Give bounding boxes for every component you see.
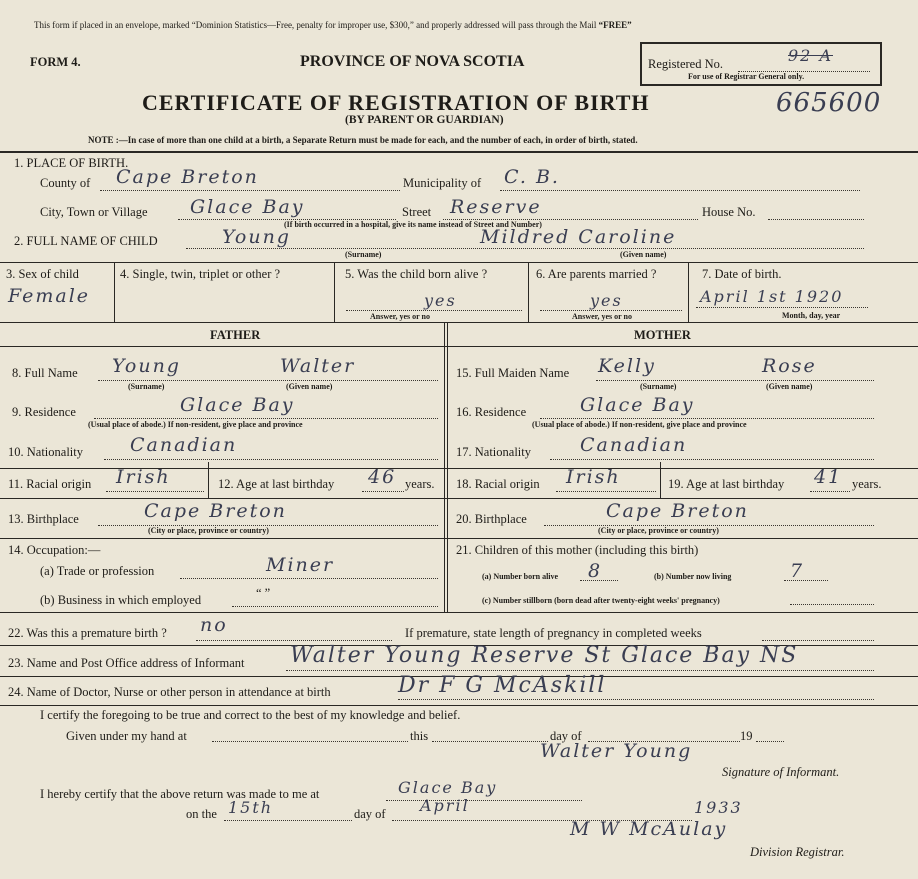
child-surname-caption: (Surname) [345, 250, 382, 259]
premature-value: no [200, 614, 228, 636]
municipality-label: Municipality of [403, 176, 482, 190]
municipality-value: C. B. [504, 166, 560, 188]
father-birthplace-label: 13. Birthplace [8, 512, 79, 526]
date-label: 7. Date of birth. [702, 267, 782, 281]
subtitle: (BY PARENT OR GUARDIAN) [345, 114, 504, 126]
this-label: this [410, 729, 429, 743]
stillborn-label: (c) Number stillborn (born dead after twenty-eight weeks' pregnancy) [482, 596, 720, 605]
mother-residence-label: 16. Residence [456, 405, 527, 419]
province-heading: PROVINCE OF NOVA SCOTIA [300, 53, 525, 70]
living-label: (b) Number now living [654, 572, 732, 581]
informant-signature-caption: Signature of Informant. [722, 765, 840, 779]
registrar-day-of-label: day of [354, 807, 386, 821]
married-label: 6. Are parents married ? [536, 267, 657, 281]
day-of-label: day of [550, 729, 582, 743]
sex-label: 3. Sex of child [6, 267, 79, 281]
father-nationality-value: Canadian [130, 434, 238, 456]
registered-value: 92 A [788, 46, 833, 65]
mother-name-label: 15. Full Maiden Name [456, 366, 570, 380]
father-age-years: years. [405, 477, 435, 491]
father-name-label: 8. Full Name [12, 366, 78, 380]
mother-surname-value: Kelly [598, 355, 656, 377]
father-racial-label: 11. Racial origin [8, 477, 92, 491]
mother-nationality-value: Canadian [580, 434, 688, 456]
trade-value: Miner [266, 554, 335, 576]
county-label: County of [40, 176, 91, 190]
married-caption: Answer, yes or no [572, 312, 633, 321]
mother-nationality-label: 17. Nationality [456, 445, 531, 459]
father-heading: FATHER [210, 328, 261, 342]
informant-signature: Walter Young [540, 740, 693, 762]
page-title: CERTIFICATE OF REGISTRATION OF BIRTH [142, 90, 650, 115]
house-label: House No. [702, 205, 756, 219]
year-prefix: 19 [740, 729, 753, 743]
alive-caption: Answer, yes or no [370, 312, 431, 321]
father-surname-caption: (Surname) [128, 382, 165, 391]
mother-age-value: 41 [814, 466, 843, 488]
note: NOTE :—In case of more than one child at a birth, a Separate Return must be made for each, and the number of each, in order of birth, stated. [88, 135, 638, 145]
premature-length-label: If premature, state length of pregnancy in completed weeks [405, 626, 702, 640]
father-surname-value: Young [112, 355, 181, 377]
mother-surname-caption: (Surname) [640, 382, 677, 391]
born-alive-label: (a) Number born alive [482, 572, 559, 581]
county-value: Cape Breton [116, 166, 259, 188]
father-given-value: Walter [280, 355, 356, 377]
on-the-label: on the [186, 807, 217, 821]
father-residence-caption: (Usual place of abode.) If non-resident, give place and province [88, 420, 303, 429]
father-birthplace-caption: (City or place, province or country) [148, 526, 269, 535]
mother-racial-label: 18. Racial origin [456, 477, 540, 491]
doctor-label: 24. Name of Doctor, Nurse or other person in attendance at birth [8, 685, 331, 699]
street-label: Street [402, 205, 432, 219]
street-value: Reserve [450, 196, 542, 218]
registrar-place-value: Glace Bay [398, 778, 498, 797]
mother-racial-value: Irish [566, 466, 621, 488]
mother-residence-value: Glace Bay [580, 394, 695, 416]
city-value: Glace Bay [190, 196, 305, 218]
business-value: “ ” [256, 586, 271, 600]
mother-birthplace-label: 20. Birthplace [456, 512, 527, 526]
married-value: yes [590, 291, 623, 310]
date-value: April 1st 1920 [700, 287, 844, 306]
given-at-label: Given under my hand at [66, 729, 187, 743]
informant-value: Walter Young Reserve St Glace Bay NS [290, 643, 799, 668]
free-label: “FREE” [598, 20, 632, 30]
hospital-note: (If birth occurred in a hospital, give its name instead of Street and Number) [284, 220, 542, 229]
registrar-signature-caption: Division Registrar. [750, 845, 845, 859]
informant-label: 23. Name and Post Office address of Informant [8, 656, 245, 670]
registrar-month-value: April [420, 796, 470, 815]
father-residence-value: Glace Bay [180, 394, 295, 416]
occupation-label: 14. Occupation:— [8, 543, 101, 557]
city-label: City, Town or Village [40, 205, 148, 219]
child-surname-value: Young [222, 226, 291, 248]
single-twin-label: 4. Single, twin, triplet or other ? [120, 267, 281, 281]
registrar-signature: M W McAulay [570, 818, 728, 840]
father-given-caption: (Given name) [286, 382, 333, 391]
child-given-value: Mildred Caroline [480, 226, 677, 248]
premature-label: 22. Was this a premature birth ? [8, 626, 167, 640]
mother-age-label: 19. Age at last birthday [668, 477, 785, 491]
registered-label: Registered No. [648, 57, 723, 71]
mother-age-years: years. [852, 477, 882, 491]
mother-birthplace-value: Cape Breton [606, 500, 749, 522]
mother-residence-caption: (Usual place of abode.) If non-resident, give place and province [532, 420, 747, 429]
father-nationality-label: 10. Nationality [8, 445, 83, 459]
registrar-year-value: 1933 [694, 798, 743, 817]
alive-label: 5. Was the child born alive ? [345, 267, 488, 281]
registrar-day-value: 15th [228, 798, 274, 817]
mother-given-value: Rose [762, 355, 817, 377]
child-given-caption: (Given name) [620, 250, 667, 259]
mother-heading: MOTHER [634, 328, 691, 342]
father-birthplace-value: Cape Breton [144, 500, 287, 522]
certify-statement: I certify the foregoing to be true and correct to the best of my knowledge and belief. [40, 708, 461, 722]
alive-value: yes [424, 291, 457, 310]
sex-value: Female [8, 285, 91, 307]
father-age-label: 12. Age at last birthday [218, 477, 335, 491]
child-name-label: 2. FULL NAME OF CHILD [14, 234, 158, 248]
date-caption: Month, day, year [782, 311, 841, 320]
doctor-value: Dr F G McAskill [398, 673, 607, 698]
mail-notice-text: This form if placed in an envelope, marked “Dominion Statistics—Free, penalty for improper use, $300,” and properly addressed will pass through the Mail [34, 20, 597, 30]
father-racial-value: Irish [116, 466, 171, 488]
living-value: 7 [790, 560, 805, 582]
business-label: (b) Business in which employed [40, 593, 202, 607]
children-label: 21. Children of this mother (including this birth) [456, 543, 699, 557]
father-age-value: 46 [368, 466, 397, 488]
born-alive-value: 8 [588, 560, 603, 582]
certificate-number: 665600 [776, 88, 882, 118]
mother-birthplace-caption: (City or place, province or country) [598, 526, 719, 535]
registrar-use-note: For use of Registrar General only. [688, 72, 805, 81]
form-number: FORM 4. [30, 55, 81, 69]
trade-label: (a) Trade or profession [40, 564, 155, 578]
father-residence-label: 9. Residence [12, 405, 76, 419]
registrar-statement: I hereby certify that the above return was made to me at [40, 787, 320, 801]
mail-notice [34, 20, 632, 30]
place-heading: 1. PLACE OF BIRTH. [14, 156, 129, 170]
mother-given-caption: (Given name) [766, 382, 813, 391]
